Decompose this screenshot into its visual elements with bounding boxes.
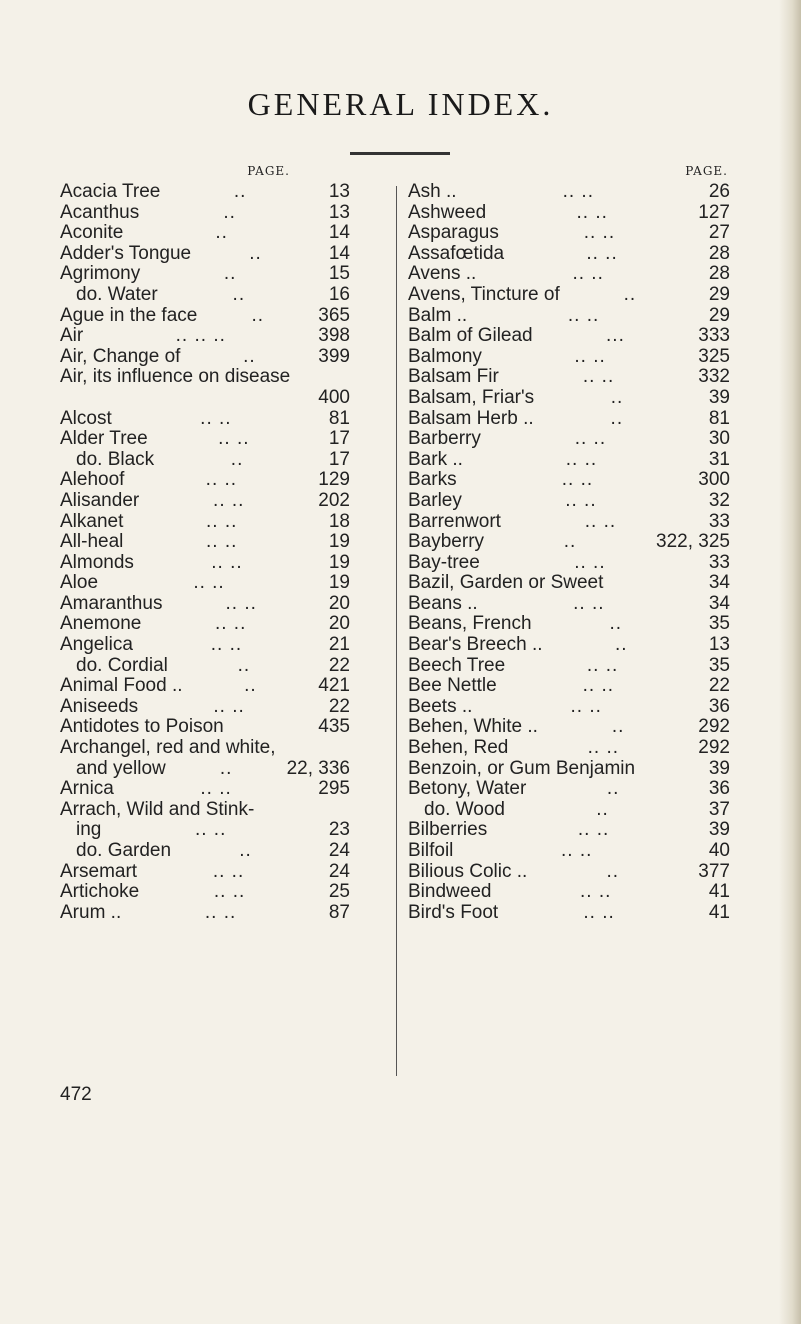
entry-leader-dots: .. .. xyxy=(576,202,608,223)
entry-leader-dots: .. xyxy=(243,346,256,367)
entry-page-number: 33 xyxy=(708,510,730,532)
entry-page-number: 81 xyxy=(708,407,730,429)
entry-page-number: 28 xyxy=(708,263,730,285)
index-entry xyxy=(60,409,350,430)
entry-page-number: 202 xyxy=(318,489,350,511)
entry-leader-dots: .. xyxy=(615,635,628,656)
index-entry xyxy=(60,841,350,862)
entry-name: Avens .. xyxy=(408,263,477,285)
index-entry xyxy=(408,882,730,903)
entry-leader-dots: .. .. xyxy=(200,779,232,800)
index-entry xyxy=(60,779,350,800)
entry-page-number: 22 xyxy=(708,675,730,697)
entry-page-number: 22 xyxy=(328,695,350,717)
entry-leader-dots: .. xyxy=(609,614,623,635)
index-entry xyxy=(408,450,730,471)
entry-page-number: 292 xyxy=(698,716,730,738)
entry-name: Anemone xyxy=(60,613,142,635)
entry-page-number: 36 xyxy=(708,778,730,800)
index-entry xyxy=(60,491,350,512)
entry-leader-dots: .. .. xyxy=(586,655,619,676)
entry-leader-dots: .. .. xyxy=(567,305,600,326)
page-title: GENERAL INDEX. xyxy=(247,86,554,122)
entry-name: Acacia Tree xyxy=(60,181,161,202)
index-entry xyxy=(408,594,730,615)
index-entry xyxy=(408,182,730,203)
entry-page-number: 333 xyxy=(698,325,730,347)
entry-name: Bay-tree xyxy=(408,551,480,573)
entry-leader-dots: .. .. xyxy=(205,470,238,491)
entry-page-number: 25 xyxy=(328,881,350,903)
index-entry xyxy=(408,717,730,738)
index-entry xyxy=(408,223,730,244)
index-entry xyxy=(408,429,730,450)
entry-name: Bird's Foot xyxy=(408,901,499,923)
entry-page-number: 39 xyxy=(708,819,730,841)
entry-name: Bilious Colic .. xyxy=(408,860,528,882)
entry-page-number: 22, 336 xyxy=(286,757,350,779)
index-entry xyxy=(408,347,730,368)
entry-leader-dots: .. .. xyxy=(574,552,606,573)
entry-page-number: 32 xyxy=(708,489,730,511)
entry-leader-dots: .. xyxy=(215,223,228,244)
entry-leader-dots: .. .. xyxy=(225,593,257,614)
entry-page-number: 24 xyxy=(328,840,350,861)
entry-leader-dots: .. .. xyxy=(582,676,615,697)
entry-name: Bilfoil xyxy=(408,840,454,861)
entry-name: Artichoke xyxy=(60,881,140,903)
entry-name: Arrach, Wild and Stink- xyxy=(60,798,255,820)
entry-page-number: 398 xyxy=(318,325,350,347)
entry-page-number: 13 xyxy=(328,181,350,202)
index-entry xyxy=(60,656,350,677)
index-entry xyxy=(60,512,350,533)
entry-leader-dots: .. .. xyxy=(583,223,616,244)
entry-leader-dots: .. xyxy=(563,532,577,553)
index-entry xyxy=(408,306,730,327)
entry-name: Beech Tree xyxy=(408,654,506,676)
index-entry xyxy=(60,203,350,224)
index-entry xyxy=(408,820,730,841)
entry-page-number: 37 xyxy=(708,798,730,820)
entry-name: Arum .. xyxy=(60,901,122,923)
index-entry xyxy=(60,738,350,759)
entry-leader-dots: .. .. xyxy=(587,738,620,759)
entry-leader-dots: .. xyxy=(606,861,620,882)
entry-leader-dots: .. .. xyxy=(562,182,594,202)
entry-leader-dots: .. .. xyxy=(583,902,615,923)
index-entry xyxy=(60,862,350,883)
entry-leader-dots: .. xyxy=(610,408,624,429)
entry-name: do. Wood xyxy=(424,798,505,820)
index-entry xyxy=(60,244,350,265)
entry-leader-dots: .. .. xyxy=(193,573,225,594)
index-entry xyxy=(408,759,730,780)
entry-name: Balmony xyxy=(408,345,482,367)
index-entry xyxy=(408,862,730,883)
entry-name: do. Cordial xyxy=(76,654,168,676)
index-entry xyxy=(408,244,730,265)
entry-name: ing xyxy=(76,819,102,841)
entry-leader-dots: .. .. xyxy=(211,552,243,573)
entry-name: Alcost xyxy=(60,407,112,429)
entry-name: Beets .. xyxy=(408,695,473,717)
entry-page-number: 13 xyxy=(708,634,730,656)
index-list-right xyxy=(408,182,730,923)
entry-name: and yellow xyxy=(76,757,166,779)
entry-page-number: 127 xyxy=(698,201,730,223)
index-entry xyxy=(60,285,350,306)
entry-page-number: 41 xyxy=(708,881,730,903)
entry-leader-dots: .. .. xyxy=(561,470,594,491)
entry-name: Barks xyxy=(408,469,457,491)
index-entry xyxy=(60,635,350,656)
entry-name: Assafœtida xyxy=(408,242,505,264)
entry-page-number: 39 xyxy=(708,757,730,779)
entry-name: Air xyxy=(60,325,84,347)
entry-name: Agrimony xyxy=(60,263,141,285)
index-entry xyxy=(60,532,350,553)
entry-leader-dots: .. .. xyxy=(580,882,612,903)
index-entry xyxy=(60,326,350,347)
entry-page-number: 325 xyxy=(698,345,730,367)
entry-leader-dots: .. .. xyxy=(570,696,602,717)
index-entry xyxy=(408,841,730,862)
index-entry xyxy=(60,388,350,409)
entry-name: Aconite xyxy=(60,222,124,244)
index-list-left xyxy=(60,182,350,923)
entry-page-number: 36 xyxy=(708,695,730,717)
entry-page-number: 399 xyxy=(318,345,350,367)
entry-name: Bayberry xyxy=(408,531,485,553)
entry-page-number xyxy=(320,800,350,821)
entry-leader-dots: .. .. xyxy=(577,820,610,841)
entry-name: Beans, French xyxy=(408,613,532,635)
entry-name: Ashweed xyxy=(408,201,487,223)
entry-leader-dots: .. .. xyxy=(212,861,245,882)
entry-leader-dots: .. .. xyxy=(572,264,604,285)
entry-page-number: 34 xyxy=(708,592,730,614)
entry-leader-dots: .. xyxy=(249,243,262,264)
entry-leader-dots: .. .. .. xyxy=(175,326,226,347)
entry-leader-dots: .. .. xyxy=(204,902,237,923)
entry-leader-dots: .. .. xyxy=(573,593,605,614)
entry-page-number: 20 xyxy=(328,613,350,635)
entry-leader-dots: .. xyxy=(244,676,257,697)
entry-leader-dots: .. xyxy=(223,264,237,285)
entry-leader-dots: .. .. xyxy=(561,841,593,861)
entry-page-number: 19 xyxy=(328,572,350,594)
entry-page-number: 19 xyxy=(328,531,350,553)
index-entry xyxy=(60,759,350,780)
entry-name: Barrenwort xyxy=(408,510,501,532)
entry-leader-dots xyxy=(254,800,320,821)
entry-name: Ash .. xyxy=(408,181,457,202)
entry-name: Betony, Water xyxy=(408,778,527,800)
entry-leader-dots: .. .. xyxy=(213,882,246,903)
index-entry xyxy=(408,388,730,409)
entry-leader-dots xyxy=(635,759,700,780)
index-entry xyxy=(60,820,350,841)
entry-page-number: 400 xyxy=(318,386,350,408)
index-column-right xyxy=(408,160,730,923)
entry-name: Acanthus xyxy=(60,201,140,223)
entry-leader-dots: .. .. xyxy=(218,429,250,450)
entry-page-number: 40 xyxy=(708,840,730,861)
entry-page-number: 18 xyxy=(328,510,350,532)
index-entry xyxy=(408,532,730,553)
entry-name: Alder Tree xyxy=(60,428,148,450)
index-entry xyxy=(60,347,350,368)
entry-name: Bilberries xyxy=(408,819,488,841)
entry-leader-dots: .. .. xyxy=(213,696,245,717)
entry-leader-dots: .. xyxy=(606,779,620,800)
index-entry xyxy=(408,264,730,285)
entry-name: Balsam, Friar's xyxy=(408,386,535,408)
entry-name: Air, Change of xyxy=(60,345,181,367)
entry-name: Alehoof xyxy=(60,469,125,491)
index-entry xyxy=(60,450,350,471)
index-entry xyxy=(60,367,350,388)
entry-leader-dots: .. .. xyxy=(565,490,597,511)
entry-leader-dots: .. xyxy=(219,758,233,779)
entry-page-number: 29 xyxy=(708,283,730,305)
entry-page-number: 19 xyxy=(328,551,350,573)
index-entry xyxy=(408,203,730,224)
entry-name: Behen, Red xyxy=(408,737,509,759)
entry-page-number: 21 xyxy=(328,634,350,656)
index-entry xyxy=(60,614,350,635)
entry-page-number: 35 xyxy=(708,654,730,676)
entry-leader-dots: .. .. xyxy=(200,408,232,429)
index-entry xyxy=(408,903,730,924)
index-entry xyxy=(408,553,730,574)
index-entry xyxy=(60,676,350,697)
entry-leader-dots: .. .. xyxy=(565,449,598,470)
entry-name: Balm of Gilead xyxy=(408,325,533,347)
entry-leader-dots: .. xyxy=(233,182,247,202)
entry-page-number: 14 xyxy=(328,222,350,244)
entry-name: Bark .. xyxy=(408,448,463,470)
entry-page-number: 332 xyxy=(698,366,730,388)
entry-name: All-heal xyxy=(60,531,124,553)
entry-page-number: 13 xyxy=(328,201,350,223)
title-rule xyxy=(350,152,450,155)
entry-page-number: 28 xyxy=(708,242,730,264)
entry-name: Behen, White .. xyxy=(408,716,538,738)
index-entry xyxy=(408,470,730,491)
entry-leader-dots: .. .. xyxy=(194,820,227,841)
index-entry xyxy=(408,491,730,512)
entry-page-number: 34 xyxy=(708,572,730,594)
entry-page-number: 33 xyxy=(708,551,730,573)
entry-leader-dots: .. .. xyxy=(582,367,615,388)
column-divider xyxy=(396,186,397,1076)
index-entry xyxy=(408,635,730,656)
entry-leader-dots: .. xyxy=(251,305,265,326)
entry-page-number: 129 xyxy=(318,469,350,491)
entry-name: Aloe xyxy=(60,572,99,594)
entry-leader-dots: .. .. xyxy=(210,635,243,656)
index-entry xyxy=(408,512,730,533)
index-entry xyxy=(408,409,730,430)
entry-name: Angelica xyxy=(60,634,133,656)
entry-leader-dots: .. xyxy=(223,202,236,223)
index-entry xyxy=(60,573,350,594)
entry-name: Ague in the face xyxy=(60,304,198,326)
entry-leader-dots: .. .. xyxy=(574,346,606,367)
entry-page-number: 14 xyxy=(328,242,350,264)
index-entry xyxy=(60,306,350,327)
entry-name: Bindweed xyxy=(408,881,492,903)
index-entry xyxy=(408,779,730,800)
index-entry xyxy=(408,367,730,388)
entry-page-number: 322, 325 xyxy=(656,531,730,553)
entry-page-number: 35 xyxy=(708,613,730,635)
entry-page-number: 87 xyxy=(328,901,350,923)
entry-page-number: 292 xyxy=(698,737,730,759)
index-entry xyxy=(60,429,350,450)
entry-page-number: 365 xyxy=(318,304,350,326)
entry-leader-dots: .. xyxy=(230,449,244,470)
entry-page-number: 24 xyxy=(328,860,350,882)
entry-name: Adder's Tongue xyxy=(60,242,192,264)
entry-name: Animal Food .. xyxy=(60,675,183,697)
entry-page-number: 377 xyxy=(698,860,730,882)
entry-leader-dots: .. .. xyxy=(213,490,245,511)
entry-leader-dots: .. .. xyxy=(205,511,238,532)
entry-name: Benzoin, or Gum Benjamin xyxy=(408,757,636,779)
page-column-header-right: PAGE. xyxy=(685,164,728,178)
entry-leader-dots: .. xyxy=(611,717,625,738)
entry-name: Amaranthus xyxy=(60,592,163,614)
index-entry xyxy=(408,656,730,677)
entry-name: Alisander xyxy=(60,489,140,511)
entry-page-number: 29 xyxy=(708,304,730,326)
index-entry xyxy=(60,264,350,285)
entry-name: Bazil, Garden or Sweet xyxy=(408,572,604,594)
entry-page-number: 295 xyxy=(318,778,350,800)
entry-name: Arnica xyxy=(60,778,114,800)
entry-page-number: 17 xyxy=(328,428,350,450)
entry-leader-dots: .. xyxy=(623,284,637,305)
entry-name: Balm .. xyxy=(408,304,468,326)
entry-name: Balsam Herb .. xyxy=(408,407,534,429)
entry-name: do. Black xyxy=(76,448,155,470)
entry-page-number xyxy=(320,738,350,759)
entry-page-number: 22 xyxy=(328,654,350,676)
entry-leader-dots: .. .. xyxy=(205,532,238,553)
entry-page-number: 27 xyxy=(708,222,730,244)
entry-leader-dots: .. .. xyxy=(574,429,607,450)
index-entry xyxy=(408,326,730,347)
entry-page-number: 41 xyxy=(708,901,730,923)
entry-leader-dots xyxy=(603,573,700,594)
entry-name: do. Garden xyxy=(76,840,172,861)
index-entry xyxy=(408,573,730,594)
index-entry xyxy=(60,903,350,924)
entry-name: Almonds xyxy=(60,551,134,573)
entry-name: Archangel, red and white, xyxy=(60,737,276,759)
index-entry xyxy=(408,738,730,759)
entry-leader-dots: .. xyxy=(232,284,246,305)
entry-leader-dots xyxy=(224,717,319,738)
index-entry xyxy=(408,800,730,821)
index-entry xyxy=(60,800,350,821)
index-entry xyxy=(60,223,350,244)
entry-leader-dots: ... xyxy=(606,326,625,347)
entry-page-number: 23 xyxy=(328,819,350,841)
index-entry xyxy=(60,882,350,903)
index-column-left xyxy=(60,160,350,923)
entry-name: Barley xyxy=(408,489,462,511)
entry-page-number: 39 xyxy=(708,386,730,408)
entry-name: Arsemart xyxy=(60,860,138,882)
index-entry xyxy=(408,697,730,718)
page-edge-shadow xyxy=(779,0,801,1324)
entry-leader-dots xyxy=(275,738,320,759)
entry-leader-dots: .. xyxy=(237,655,251,676)
entry-page-number: 30 xyxy=(708,428,730,450)
entry-name: do. Water xyxy=(76,283,158,305)
page-column-header-left: PAGE. xyxy=(247,164,290,178)
entry-leader-dots: .. .. xyxy=(584,511,617,532)
index-entry xyxy=(408,614,730,635)
entry-page-number: 300 xyxy=(698,469,730,491)
entry-page-number: 26 xyxy=(708,181,730,202)
index-entry xyxy=(60,717,350,738)
page-number: 472 xyxy=(60,1084,92,1105)
entry-page-number: 435 xyxy=(318,716,350,738)
entry-page-number: 16 xyxy=(328,283,350,305)
entry-name: Air, its influence on disease xyxy=(60,366,291,388)
entry-leader-dots: .. .. xyxy=(586,243,618,264)
entry-page-number: 15 xyxy=(328,263,350,285)
entry-name: Barberry xyxy=(408,428,481,450)
entry-page-number: 20 xyxy=(328,592,350,614)
index-entry xyxy=(60,594,350,615)
entry-leader-dots xyxy=(290,367,320,388)
index-entry xyxy=(408,676,730,697)
entry-name: Bear's Breech .. xyxy=(408,634,543,656)
entry-page-number: 17 xyxy=(328,448,350,470)
entry-page-number xyxy=(320,367,350,388)
index-entry xyxy=(60,470,350,491)
entry-leader-dots: .. xyxy=(596,799,609,820)
entry-name: Asparagus xyxy=(408,222,499,244)
entry-name: Alkanet xyxy=(60,510,124,532)
entry-leader-dots: .. xyxy=(239,841,252,861)
index-entry xyxy=(60,182,350,203)
index-entry xyxy=(60,697,350,718)
entry-leader-dots: .. .. xyxy=(214,614,247,635)
index-entry xyxy=(408,285,730,306)
entry-name: Avens, Tincture of xyxy=(408,283,560,305)
entry-leader-dots: .. xyxy=(610,387,624,408)
entry-page-number: 421 xyxy=(318,675,350,697)
entry-page-number: 81 xyxy=(328,407,350,429)
entry-name: Beans .. xyxy=(408,592,478,614)
entry-name: Antidotes to Poison xyxy=(60,716,224,738)
entry-name: Balsam Fir xyxy=(408,366,499,388)
entry-page-number: 31 xyxy=(708,448,730,470)
entry-name: Bee Nettle xyxy=(408,675,497,697)
entry-name: Aniseeds xyxy=(60,695,139,717)
index-entry xyxy=(60,553,350,574)
